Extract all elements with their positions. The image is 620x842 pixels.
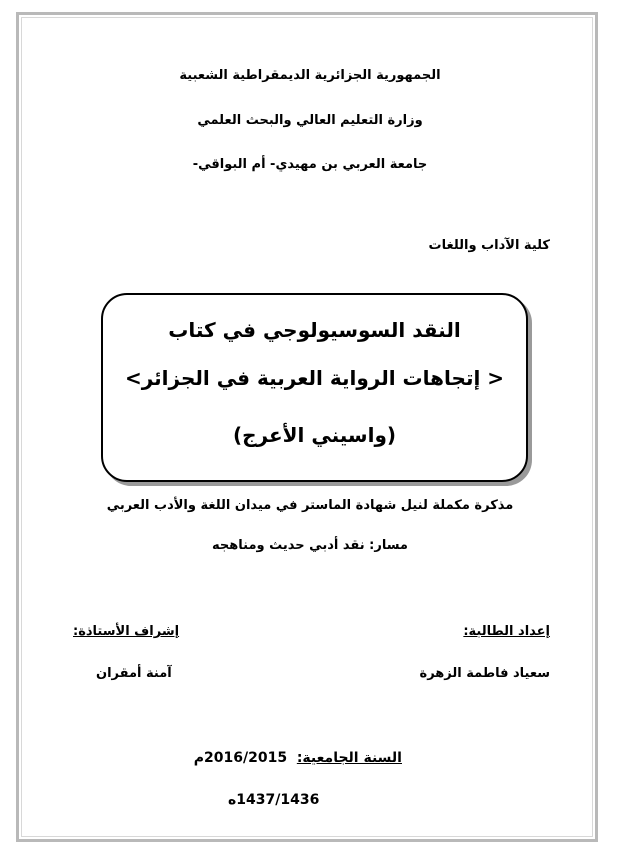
thesis-description: مذكرة مكملة لنيل شهادة الماستر في ميدان اللغة والأدب العربي: [106, 498, 514, 513]
supervisor-name: آمنة أمقران: [96, 666, 172, 681]
ministry-heading: وزارة التعليم العالي والبحث العلمي: [197, 113, 423, 128]
thesis-title-author: (واسيني الأعرج): [232, 423, 397, 447]
thesis-track: مسار: نقد أدبي حديث ومناهجه: [212, 538, 408, 553]
republic-heading: الجمهورية الجزائرية الديمقراطية الشعبية: [179, 68, 441, 83]
university-heading: جامعة العربي بن مهيدي- أم البواقي-: [192, 157, 428, 172]
supervisor-label: إشراف الأستاذة:: [73, 624, 180, 639]
title-box: [101, 293, 528, 482]
student-label: إعداد الطالبة:: [463, 624, 550, 639]
student-name: سعياد فاطمة الزهرة: [419, 666, 550, 681]
academic-year-label: السنة الجامعية:: [296, 750, 402, 766]
academic-year-hijri: 1437/1436ه: [228, 792, 320, 808]
academic-year-gregorian: 2016/2015م: [193, 750, 288, 766]
faculty-label: كلية الآداب واللغات: [428, 238, 550, 253]
thesis-title-line2: < إتجاهات الرواية العربية في الجزائر>: [124, 366, 505, 390]
academic-year: [194, 749, 402, 767]
thesis-title-line1: النقد السوسيولوجي في كتاب: [168, 318, 461, 342]
